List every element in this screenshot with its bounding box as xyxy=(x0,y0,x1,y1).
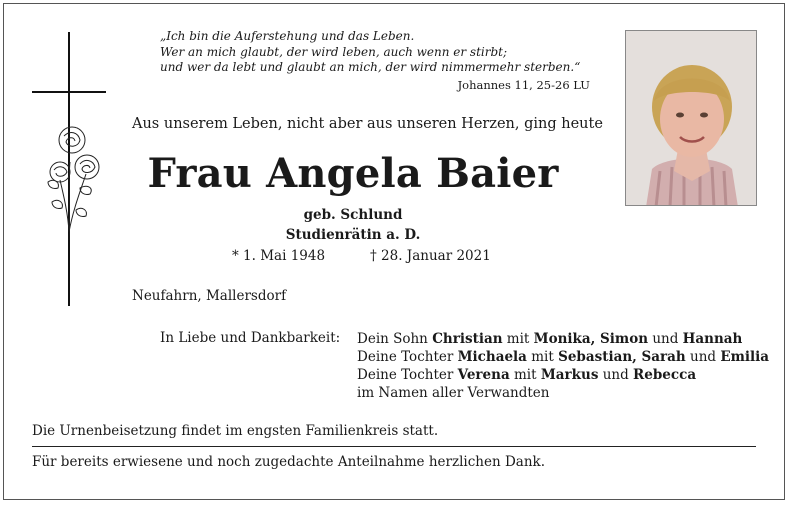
mourner-line: Deine Tochter Michaela mit Sebastian, Sarah und Emilia xyxy=(357,349,770,365)
cross-icon-bar xyxy=(32,91,106,93)
birth-date: * 1. Mai 1948 xyxy=(232,248,326,264)
final-thanks: Für bereits erwiesene und noch zugedachte Anteilnahme herzlichen Dank. xyxy=(32,454,545,470)
birth-name: geb. Schlund xyxy=(303,207,403,223)
burial-note: Die Urnenbeisetzung findet im engsten Familienkreis statt. xyxy=(32,423,439,439)
mourner-line: Deine Tochter Verena mit Markus und Rebecca xyxy=(357,367,697,383)
quote-line: und wer da lebt und glaubt an mich, der wird nimmermehr sterben.“ xyxy=(160,60,581,74)
death-date: † 28. Januar 2021 xyxy=(370,248,491,264)
mourner-line: im Namen aller Verwandten xyxy=(357,385,550,401)
quote-line: „Ich bin die Auferstehung und das Leben. xyxy=(160,29,415,43)
quote-source: Johannes 11, 25-26 LU xyxy=(457,78,590,92)
portrait-photo xyxy=(625,30,757,206)
deceased-name: Frau Angela Baier xyxy=(147,150,559,197)
roses-icon xyxy=(40,122,106,240)
intro-text: Aus unserem Leben, nicht aber aus unseren Herzen, ging heute xyxy=(132,116,603,132)
mourners-label: In Liebe und Dankbarkeit: xyxy=(160,330,341,346)
mourners-list xyxy=(357,330,769,402)
professional-title: Studienrätin a. D. xyxy=(285,227,421,243)
bible-quote xyxy=(160,29,592,76)
divider xyxy=(32,446,756,447)
quote-line: Wer an mich glaubt, der wird leben, auch wenn er stirbt; xyxy=(160,44,508,59)
mourner-line: Dein Sohn Christian mit Monika, Simon und Hannah xyxy=(357,331,743,347)
place-of-residence: Neufahrn, Mallersdorf xyxy=(132,288,287,304)
